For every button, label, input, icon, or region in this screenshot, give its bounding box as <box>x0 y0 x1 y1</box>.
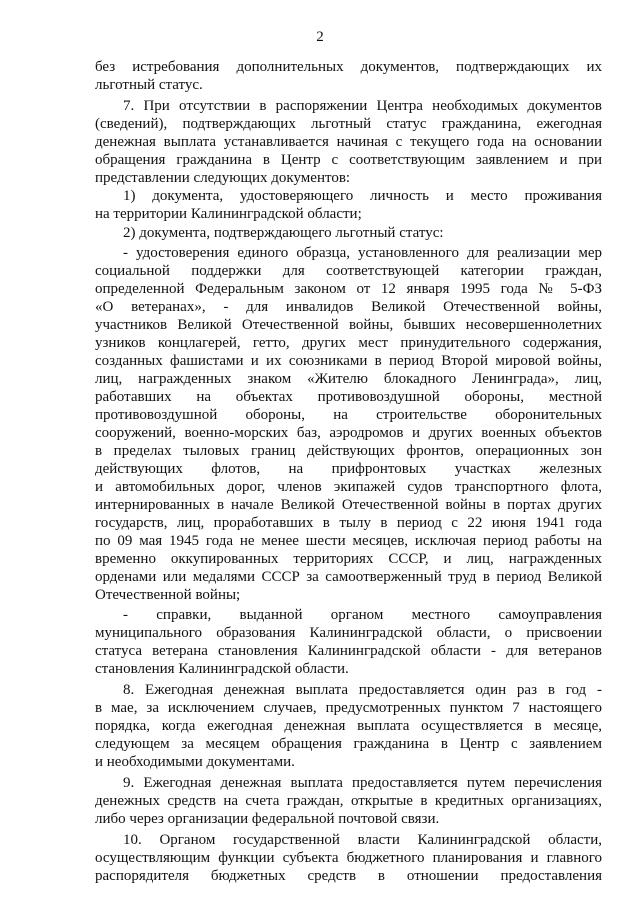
text-line: временно оккупированных территориях СССР, и лиц, награжденных <box>95 551 602 567</box>
text-line: узников концлагерей, гетто, других мест принудительного содержания, <box>95 335 602 351</box>
text-line: лиц, награжденных знаком «Жителю блокадного Ленинграда», лиц, <box>95 371 602 387</box>
text-line: социальной поддержки для соответствующей категории граждан, <box>95 263 602 279</box>
text-line: либо через организации федеральной почтовой связи. <box>95 811 440 827</box>
text-line: участников Великой Отечественной войны, бывших несовершеннолетних <box>95 317 602 333</box>
text-line: сооружений, военно-морских баз, аэродромов и других военных объектов <box>95 425 602 441</box>
text-line: на территории Калининградской области; <box>95 206 362 222</box>
text-line: работавших на объектах противовоздушной обороны, местной <box>95 389 602 405</box>
text-line: становления Калининградской области. <box>95 661 349 677</box>
text-line: государств, лиц, проработавших в тылу в период с 22 июня 1941 года <box>95 515 602 531</box>
text-line: 7. При отсутствии в распоряжении Центра необходимых документов <box>123 98 602 114</box>
text-line: и необходимыми документами. <box>95 754 295 770</box>
text-line: 2) документа, подтверждающего льготный статус: <box>123 225 444 241</box>
text-line: 9. Ежегодная денежная выплата предоставляется путем перечисления <box>123 775 602 791</box>
text-line: действующих флотов, на прифронтовых участках железных <box>95 461 602 477</box>
text-line: (сведений), подтверждающих льготный статус гражданина, ежегодная <box>95 116 602 132</box>
text-line: созданных фашистами и их союзниками в период Второй мировой войны, <box>95 353 602 369</box>
text-line: денежных средств на счета граждан, открытые в кредитных организациях, <box>95 793 602 809</box>
text-line: определенной Федеральным законом от 12 января 1995 года № 5-ФЗ <box>95 281 602 297</box>
text-line: представлении следующих документов: <box>95 170 351 186</box>
text-line: в мае, за исключением случаев, предусмотренных пунктом 7 настоящего <box>95 700 602 716</box>
text-line: муниципального образования Калининградской области, о присвоении <box>95 625 602 641</box>
text-line: льготный статус. <box>95 77 203 93</box>
text-line: следующем за месяцем обращения гражданина в Центр с заявлением <box>95 736 602 752</box>
text-line: Отечественной войны; <box>95 587 241 603</box>
text-line: и автомобильных дорог, членов экипажей судов транспортного флота, <box>95 479 602 495</box>
page-number: 2 <box>316 29 324 45</box>
text-line: противовоздушной обороны, на строительстве оборонительных <box>95 407 602 423</box>
text-line: интернированных в начале Великой Отечественной войны в портах других <box>95 497 602 513</box>
text-line: осуществляющим функции субъекта бюджетного планирования и главного <box>95 850 602 866</box>
text-line: порядка, когда ежегодная денежная выплата осуществляется в месяце, <box>95 718 602 734</box>
text-line: - справки, выданной органом местного самоуправления <box>123 607 602 623</box>
text-line: по 09 мая 1945 года не менее шести месяцев, исключая период работы на <box>95 533 602 549</box>
text-line: без истребования дополнительных документов, подтверждающих их <box>95 59 602 75</box>
text-line: в пределах тыловых границ действующих фронтов, операционных зон <box>95 443 602 459</box>
text-line: 8. Ежегодная денежная выплата предоставляется один раз в год - <box>123 682 602 698</box>
text-line: 10. Органом государственной власти Калининградской области, <box>123 832 602 848</box>
text-line: - удостоверения единого образца, установленного для реализации мер <box>123 245 602 261</box>
text-line: денежная выплата устанавливается начиная с текущего года на основании <box>95 134 602 150</box>
text-line: обращения гражданина в Центр с соответствующим заявлением и при <box>95 152 602 168</box>
text-line: «О ветеранах», - для инвалидов Великой Отечественной войны, <box>95 299 602 315</box>
text-line: 1) документа, удостоверяющего личность и место проживания <box>123 188 602 204</box>
text-line: распорядителя бюджетных средств в отношении предоставления <box>95 868 602 884</box>
text-line: статуса ветерана становления Калининградской области - для ветеранов <box>95 643 602 659</box>
text-line: орденами или медалями СССР за самоотверженный труд в период Великой <box>95 569 602 585</box>
